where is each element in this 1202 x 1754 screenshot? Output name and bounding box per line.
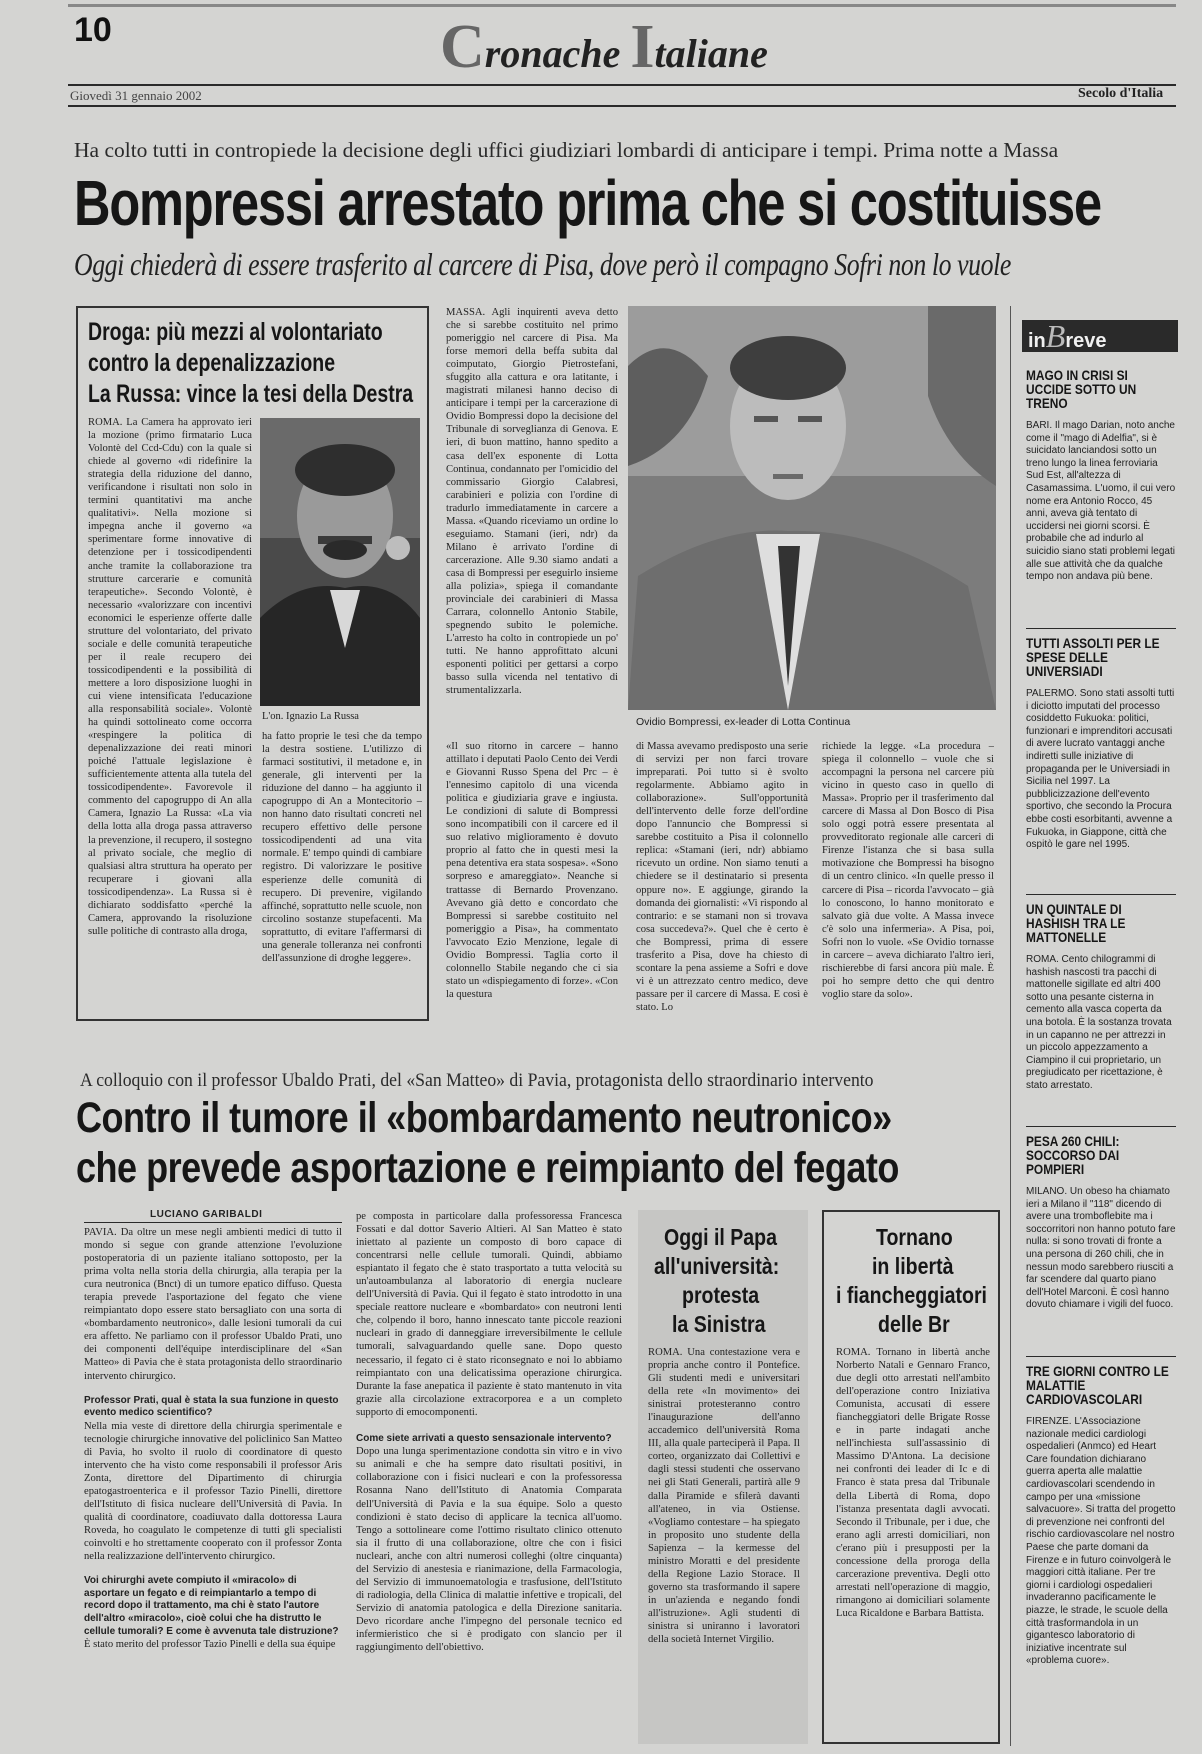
- lead-col-2: «Il suo ritorno in carcere – hanno attillato i deputati Paolo Cento dei Verdi e Giovanni Russo Spena del Prc – è l'ennesimo capitolo di una vicenda politica e giudiziaria grave e ingiusta. Le condizioni di salute di Bompressi sono incompatibili con il carcere ed il suo relativo miglioramento è dovuto proprio al fatto che in questi mesi la pena detentiva era stata sospesa». «Sono sorpreso e amareggiato». Neanche si trattasse di Bernardo Provenzano. Avevano già detto e concordato che Bompressi si sarebbe costituito nel pomeriggio a Pisa», ha commentato l'avvocato Ezio Menzione, legale di Ovidio Bompressi. Taglia corto il colonnello Stabile negando che ci sia stato un «dispiegamento di forze». «Con la questura: [446, 741, 618, 1000]
- papa-headline-2: all'università:: [654, 1253, 780, 1279]
- brevi-item-text: PALERMO. Sono stati assolti tutti i diciotto imputati del processo cosiddetto Fukuoka: politici, funzionari e imprenditori accusati di avere lucrato vantaggi anche indiretti sulle iniziative di propaganda per le Universiadi in Sicilia nel 1997. La pubblicizzazione dell'evento sportivo, che secondo la Procura ebbe costi esorbitanti, avvenne a Fukuoka, in Giappone, città che ospitò le gare nel 1995.: [1026, 688, 1175, 851]
- tumore-byline: LUCIANO GARIBALDI: [150, 1209, 263, 1220]
- brevi-item-1: [1026, 368, 1176, 610]
- bompressi-caption: Ovidio Bompressi, ex-leader di Lotta Continua: [636, 716, 851, 728]
- top-rule: [68, 4, 1176, 7]
- tumore-col2-text: pe composta in particolare dalla professoressa Francesca Fossati e dal dottor Saverio Altieri. Al San Matteo è stato iniettato al paziente un composto di boro capace di concentrarsi nelle cellule tumorali. Quindi, abbiamo espiantato il fegato che è stato trasportato a tutta velocità su un'autoambulanza al laboratorio di energia nucleare dell'Università di Pavia. Qui il fegato è stato introdotto in una speciale reattore nucleare e «bombardato» con neutroni lenti che, colpendo il boro, hanno innescato tante piccole reazioni nucleari in grado di danneggiare irreversibilmente le cellule tumorali, salvaguardando quelle sane. Dopo questo necessario, il fegato ci è stato riconsegnato e noi lo abbiamo reimpiantato con una delicatissima operazione chirurgica. Durante la fase anepatica il paziente è stato mantenuto in vita grazie alla circolazione extracorporea e a un completo supporto di emocomponenti.: [356, 1211, 622, 1418]
- section-first-letter: C: [440, 13, 485, 81]
- brevi-sep-1: [1026, 628, 1176, 629]
- brevi-title: [1028, 318, 1106, 355]
- br-headline-2: in libertà: [872, 1253, 954, 1279]
- section-word2: taliane: [654, 31, 768, 76]
- tumore-question-1: Professor Prati, qual è stata la sua funzione in questo evento medico scientifico?: [84, 1394, 339, 1419]
- tumore-question-3: Come siete arrivati a questo sensazionale intervento?: [356, 1432, 612, 1444]
- brevi-item-title: MAGO IN CRISI SI UCCIDE SOTTO UN TRENO: [1026, 367, 1137, 411]
- brevi-left-rule: [1010, 306, 1011, 1746]
- br-text: ROMA. Tornano in libertà anche Norberto Natali e Gennaro Franco, due degli otto arrestati nell'ambito dell'operazione contro Iniziativa Comunista, accusati di essere fiancheggiatori delle Brigate Rosse e in parte indagati anche nell'inchiesta sull'assassinio di Massimo D'Antona. La decisione nei confronti dei leader di Ic e di Franco è stata presa dal Tribunale della Libertà di Roma, dopo l'istanza presentata dagli avvocati. Secondo il Tribunale, per i due, che erano agli arresti domiciliari, non c'erano più i presupposti per la concessione della proroga della carcerazione preventiva. Degli otto arrestati nell'operazione di maggio, rimangono ai domiciliari solamente Luca Ricaldone e Barbara Battista.: [836, 1347, 990, 1619]
- droga-headline-1: Droga: più mezzi al volontariato: [88, 318, 383, 346]
- lead-col-1: MASSA. Agli inquirenti aveva detto che si sarebbe costituito nel primo pomeriggio nel carcere di Pisa. Ma forse memori della beffa subita dal coimputato, Giorgio Pietrostefani, sfuggito alla cattura e ora latitante, i magistrati milanesi hanno deciso di anticipare i tempi per la carcerazione di Ovidio Bompressi dopo la decisione del Tribunale di sorveglianza di Genova. E ieri, di buon mattino, hanno spedito a casa dell'ex esponente di Lotta Continua, condannato per l'omicidio del commissario Giorgio Calabresi, carabinieri e polizia con l'ordine di tradurlo immediatamente in carcere a Massa. «Quando riceviamo un ordine lo eseguiamo. Stamani (ieri, ndr) da Milano è arrivato l'ordine di carcerazione. Alle 9.30 siamo andati a casa di Bompressi per eseguirlo insieme alla polizia», spiega il comandante provinciale dei carabinieri di Massa Carrara, colonnello Antonio Stabile, spegnendo subito le polemiche. L'arresto ha colto in contropiede un po' tutti. Ne hanno approfittato alcuni esponenti politici per gettarsi a corpo basso sulla vicenda nel tentativo di strumentalizzarla.: [446, 307, 618, 697]
- brevi-sep-4: [1026, 1356, 1176, 1357]
- brevi-title-letter: B: [1045, 318, 1066, 354]
- brevi-item-title: UN QUINTALE DI HASHISH TRA LE MATTONELLE: [1026, 901, 1126, 945]
- tumore-answer-3: Dopo una lunga sperimentazione condotta sin vitro e in vivo su animali e che ha sempre dato risultati positivi, in collaborazione con i fisici nucleari e con la professoressa Rosanna Nano dell'Istituto di Anatomia Comparata dell'Università di Pavia e la sua équipe. Solo a questo condizioni è stato deciso di applicare la tecnica all'uomo. Tengo a sottolineare come l'ottimo risultato clinico ottenuto sia il frutto di una collaborazione, oltre che con i fisici nucleari, anche con altri numerosi colleghi (oltre cinquanta) del Servizio di anestesia e rianimazione, della Farmacologia, del Servizio di immunoematologia e trasfusione, dell'Istituto di radiologia, della Clinica di malattie infettive e tropicali, del Servizio di anatomia patologica e della Direzione sanitaria. Devo ricordare anche l'impegno del personale tecnico ed infermieristico che si è prodigato con slancio per il raggiungimento dell'obiettivo.: [356, 1446, 622, 1654]
- section-word1: ronache: [484, 31, 631, 76]
- brevi-item-text: MILANO. Un obeso ha chiamato ieri a Milano il "118" dicendo di avere una tromboflebite ma i soccorritori non hanno potuto fare nulla: si sono trovati di fronte a una persona di 260 chili, che in nessun modo sarebbero riusciti a far scendere dal quarto piano dell'Hotel Marconi. È così hanno dovuto chiamare i vigili del fuoco.: [1026, 1186, 1176, 1311]
- brevi-item-title: PESA 260 CHILI: SOCCORSO DAI POMPIERI: [1026, 1133, 1120, 1177]
- lead-col-4: richiede la legge. «La procedura – spiega il colonnello – vuole che si accompagni la persona nel carcere più vicino in questo caso in quello di Massa». Proprio per il trasferimento dal carcere di Massa al Don Bosco di Pisa solo oggi potrà essere presentata al provveditorato regionale alle carceri di Firenze l'istanza che si basa sulla motivazione che Bompressi ha bisogno di un centro clinico. «In quelle presso il carcere di Pisa – ricorda l'avvocato – già lo conoscono, lo hanno monitorato e salvato già due volte. A Massa invece c'è solo una infermeria». A Pisa, poi, Sofri non lo vuole. «Se Ovidio tornasse in carcere – aveva dichiarato l'altro ieri, rischierebbe di farsi ancora più male. È poi ho sempre detto che qui dentro voglio stare da solo».: [822, 741, 994, 1000]
- tumore-answer-2: È stato merito del professor Tazio Pinelli e della sua équipe: [84, 1639, 336, 1651]
- papa-headline-3: protesta: [682, 1282, 760, 1308]
- section-title: [440, 13, 768, 81]
- masthead-rule-1: [68, 84, 1176, 86]
- brevi-item-text: ROMA. Cento chilogrammi di hashish nascosti tra pacchi di mattonelle sigillate ed altri 400 sotto una pesante cisterna in cemento alla vasca coperta da una botola. È la sostanza trovata in un capanno ne per attrezzi in un piccolo appezzamento a Ciampino il cui proprietario, un pregiudicato per ricettazione, è stato arrestato.: [1026, 954, 1172, 1091]
- la-russa-caption: L'on. Ignazio La Russa: [262, 711, 359, 722]
- tumore-kicker: A colloquio con il professor Ubaldo Prati, del «San Matteo» di Pavia, protagonista dello straordinario intervento: [80, 1070, 874, 1091]
- tumore-answer-1: Nella mia veste di direttore della chirurgia sperimentale e tecnologie chirurgiche innovative del policlinico San Matteo di Pavia, ho svolto il ruolo di coordinatore di questo intervento che ha visto come responsabili il professor Aris Zonta, direttore del Dipartimento di chirurgia epatogastroenterica e il professor Tazio Pinelli, direttore dell'Istituto di fisica nucleare dell'Università di Pavia. In qualità di coordinatore, coadiuvato dalla dottoressa Laura Roveda, ho coagulato le competenze di tutti gli specialisti coinvolti e ho strettamente cooperato con il professor Zonta nella realizzazione dell'intervento chirurgico.: [84, 1420, 342, 1563]
- issue-date: Giovedì 31 gennaio 2002: [70, 88, 202, 103]
- tumore-col-1: [84, 1226, 342, 1746]
- brevi-title-rest: reve: [1065, 330, 1107, 352]
- papa-headline-4: la Sinistra: [672, 1311, 766, 1337]
- section-second-letter: I: [630, 13, 655, 81]
- page-number: 10: [74, 11, 112, 49]
- brevi-item-text: FIRENZE. L'Associazione nazionale medici cardiologi ospedalieri (Anmco) ed Heart Care foundation dichiarano guerra aperta alle malattie cardiovascolari scendendo in campo per una «missione salvacuore». Si tratta del progetto di prevenzione nei confronti del rischio cardiovascolare nel nostro Paese che parte domani da Firenze e in futuro coinvolgerà le maggiori città italiane. Per tre giorni i cardiologi ospedalieri invaderanno pacificamente le piazze, le strade, le scuole della città trasformandola in un gigantesco laboratorio di iniziative incentrate sul «problema cuore».: [1026, 1416, 1176, 1667]
- br-headline-1: Tornano: [876, 1224, 953, 1250]
- brevi-item-title: TRE GIORNI CONTRO LE MALATTIE CARDIOVASCOLARI: [1026, 1363, 1169, 1407]
- br-headline-4: delle Br: [878, 1311, 950, 1337]
- br-headline-3: i fiancheggiatori: [836, 1282, 987, 1308]
- lead-kicker: Ha colto tutti in contropiede la decisione degli uffici giudiziari lombardi di anticipare i tempi. Prima notte a Massa: [74, 138, 1059, 162]
- brevi-sep-2: [1026, 894, 1176, 895]
- bompressi-photo: [628, 306, 996, 710]
- brevi-sep-3: [1026, 1126, 1176, 1127]
- brevi-title-prefix: in: [1028, 330, 1046, 352]
- tumore-headline-2: che prevede asportazione e reimpianto del fegato: [76, 1144, 899, 1192]
- byline-rule: [84, 1222, 342, 1223]
- droga-col-1: ROMA. La Camera ha approvato ieri la mozione (primo firmatario Luca Volontè del Ccd-Cdu) con la quale si chiede al governo «di ridefinire la strategia della riduzione del danno, verificandone i risultati non solo in termini quantitativi ma anche qualitativi». Nella mozione si impegna anche il governo «a sperimentare forme innovative di detenzione per i tossicodipendenti anche tramite la collaborazione tra strutture carcerarie e comunità terapeutiche». Secondo Volontè, è necessario «valorizzare con incentivi economici le esperienze offerte dalle strutture del volontariato, del privato sociale e delle comunità terapeutiche per il reale recupero dei tossicodipendenti e la possibilità di mettere a loro disposizione luoghi in cui viene intensificata l'educazione alla responsabilità sociale». Volontè ha quindi sottolineato come occorra «respingere la politica di depenalizzazione dei reati minori poiché l'attuale legislazione è sufficientemente attenta alla tutela del tossicodipendente». Favorevole il commento del capogruppo di An alla Camera, Ignazio La Russa: «La via della lotta alla droga passa attraverso la prevenzione, il recupero, il sostegno al privato sociale, che meglio di qualsiasi altra struttura ha operato per recuperare i giovani alla tossicodipendenza». La Russa si è dichiarato soddisfatto «perché la Camera, approvando la risoluzione sulle politiche di contrasto alla droga,: [88, 417, 252, 937]
- brevi-item-text: BARI. Il mago Darian, noto anche come il "mago di Adelfia", si è suicidato lanciandosi sotto un treno lungo la linea ferroviaria Sud Est, all'altezza di Casamassima. L'uomo, il cui vero nome era Antonio Rocco, 45 anni, aveva già tentato di uccidersi nei giorni scorsi. È probabile che ad indurlo al suicidio siano stati problemi legati alle sue attività che da qualche tempo non andava più bene.: [1026, 420, 1176, 583]
- brevi-item-2: [1026, 636, 1176, 888]
- la-russa-photo: [260, 418, 420, 706]
- masthead-rule-2: [68, 105, 1176, 107]
- papa-text: ROMA. Una contestazione vera e propria anche contro il Pontefice. Gli studenti medi e universitari della rete «In movimento» dei sinistrai protesteranno contro l'inaugurazione dell'anno accademico dell'università Roma III, alla quale parteciperà il Papa. Il corteo, organizzato dai Collettivi e dagli stessi studenti che osservano nei gli Stati Generali, partirà alle 9 dalla Piramide e sfilerà davanti all'ateneo, in via Ostiense. «Vogliamo contestare – ha spiegato in proposito uno studente della Sapienza – la kermesse del ministro Moratti e del presidente della Regione Lazio Storace. Il governo sta trasformando il sapere in un'azienda e negando fondi all'istruzione». Agli studenti di sinistra si uniranno i lavoratori della società Internet Virgilio.: [648, 1347, 800, 1646]
- tumore-col-2: [356, 1210, 622, 1746]
- brevi-item-3: [1026, 902, 1176, 1138]
- lead-col-3: di Massa avevamo predisposto una serie di servizi per non farci trovare impreparati. Poi tutto si è svolto regolarmente. Abbiamo agito in collaborazione». Sull'opportunità dell'intervento delle forze dell'ordine dopo l'annuncio che Bompressi si sarebbe costituito a Pisa il colonnello replica: «Stamani (ieri, ndr) abbiamo ricevuto un ordine. Non siamo tenuti a chiedere se il destinatario si presenta oppure no». E aggiunge, girando la domanda dei giornalisti: «Vi rispondo al contrario: e se stamani non si trovava cosa succedeva?». Quel che è certo è che Bompressi, prima di essere trasferito a Pisa, dove ha chiesto di scontare la pena assieme a Sofri e dove vi è un attrezzato centro medico, deve passare per il carcere di Massa. E così è stato. Lo: [636, 741, 808, 1013]
- droga-headline-2: contro la depenalizzazione: [88, 349, 336, 377]
- newspaper-name: Secolo d'Italia: [1078, 86, 1164, 101]
- tumore-question-2: Voi chirurghi avete compiuto il «miracolo» di asportare un fegato e di reimpiantarlo a tempo di record dopo il trattamento, ma chi è stato l'autore dell'altro «miracolo», cioè colui che ha distrutto le cellule tumorali? E come è avvenuta tale distruzione?: [84, 1575, 339, 1637]
- tumore-headline-1: Contro il tumore il «bombardamento neutronico»: [76, 1094, 892, 1142]
- brevi-item-title: TUTTI ASSOLTI PER LE SPESE DELLE UNIVERSIADI: [1026, 635, 1160, 679]
- lead-subhead: Oggi chiederà di essere trasferito al carcere di Pisa, dove però il compagno Sofri non lo vuole: [74, 246, 1011, 282]
- papa-headline-1: Oggi il Papa: [664, 1224, 777, 1250]
- bompressi-portrait: [628, 306, 996, 710]
- brevi-item-4: [1026, 1134, 1176, 1362]
- brevi-item-5: [1026, 1364, 1176, 1742]
- tumore-intro: PAVIA. Da oltre un mese negli ambienti medici di tutto il mondo si segue con grande attenzione l'evoluzione postoperatoria di un paziente italiano sottoposto, per la prima volta nella storia della chirurgia, alla terapia per la cura neutronica (Bnct) di un tumore epatico diffuso. Questa terapia prevede l'asportazione del fegato che viene reimpiantato dopo essere stato bersagliato con una sorta di «bombardamento neutronico», dalle lesioni tumorali da cui era affetto. Ne parliamo con il professor Ubaldo Prati, uno dei componenti dell'équipe interdisciplinare del «San Matteo» di Pavia che è stata protagonista dello straordinario intervento chirurgico.: [84, 1227, 342, 1382]
- droga-headline-3: La Russa: vince la tesi della Destra: [88, 380, 414, 408]
- la-russa-portrait: [260, 418, 420, 706]
- lead-headline: Bompressi arrestato prima che si costituisse: [74, 167, 1101, 239]
- droga-col-2: ha fatto proprie le tesi che da tempo la destra sostiene. L'utilizzo di farmaci sostitutivi, il metadone e, in generale, gli interventi per la riduzione del danno – ha aggiunto il capogruppo di An a Montecitorio – non hanno dato risultati concreti nel recupero effettivo delle persone tossicodipendenti ad una vita normale. E' tempo quindi di cambiare registro. Di valorizzare le positive esperienze delle comunità di recupero. Di prevenire, vigilando affinché, soprattutto nelle scuole, non circolino sostanze stupefacenti. Ma soprattutto, di evitare l'affermarsi di una generale tolleranza nei confronti dell'assunzione di droghe leggere».: [262, 731, 422, 964]
